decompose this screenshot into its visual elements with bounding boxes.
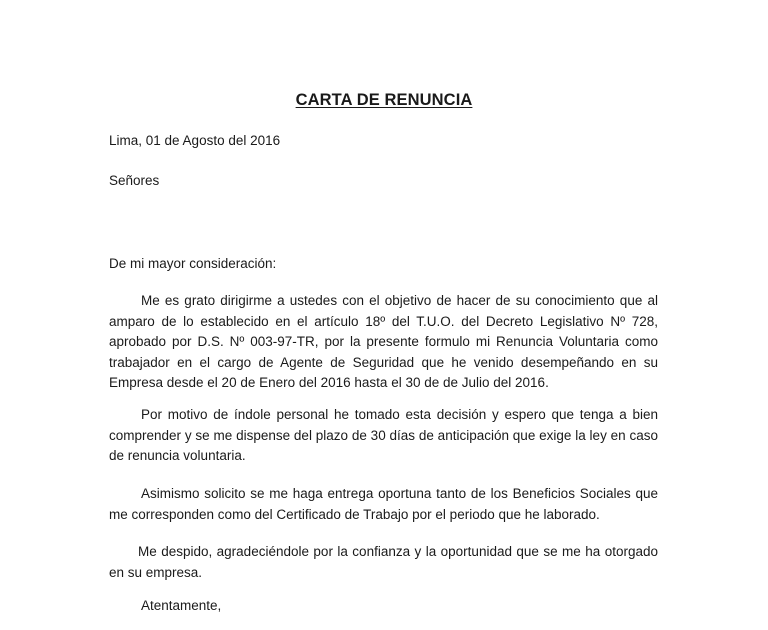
paragraph-3: Asimismo solicito se me haga entrega oportuna tanto de los Beneficios Sociales que me corresponden como del Certificado de Trabajo por el periodo que he laborado. <box>109 486 658 522</box>
document-title: CARTA DE RENUNCIA <box>295 91 473 109</box>
paragraph-4: Me despido, agradeciéndole por la confianza y la oportunidad que se me ha otorgado en su empresa. <box>109 544 658 580</box>
salutation: De mi mayor consideración: <box>109 256 277 271</box>
addressee: Señores <box>109 173 160 188</box>
paragraph-2: Por motivo de índole personal he tomado esta decisión y espero que tenga a bien comprender y se me dispense del plazo de 30 días de anticipación que exige la ley en caso de renuncia voluntaria. <box>109 407 658 463</box>
paragraph-1: Me es grato dirigirme a ustedes con el objetivo de hacer de su conocimiento que al amparo de lo establecido en el artículo 18º del T.U.O. del Decreto Legislativo Nº 728, aprobado por D.S. Nº 003-97-TR, por la presente formulo mi Renuncia Voluntaria como trabajador en el cargo de Agente de Seguridad que he venido desempeñando en su Empresa desde el 20 de Enero del 2016 hasta el 30 de de Julio del 2016. <box>109 293 658 390</box>
closing: Atentamente, <box>141 598 222 613</box>
place-date: Lima, 01 de Agosto del 2016 <box>109 133 281 148</box>
